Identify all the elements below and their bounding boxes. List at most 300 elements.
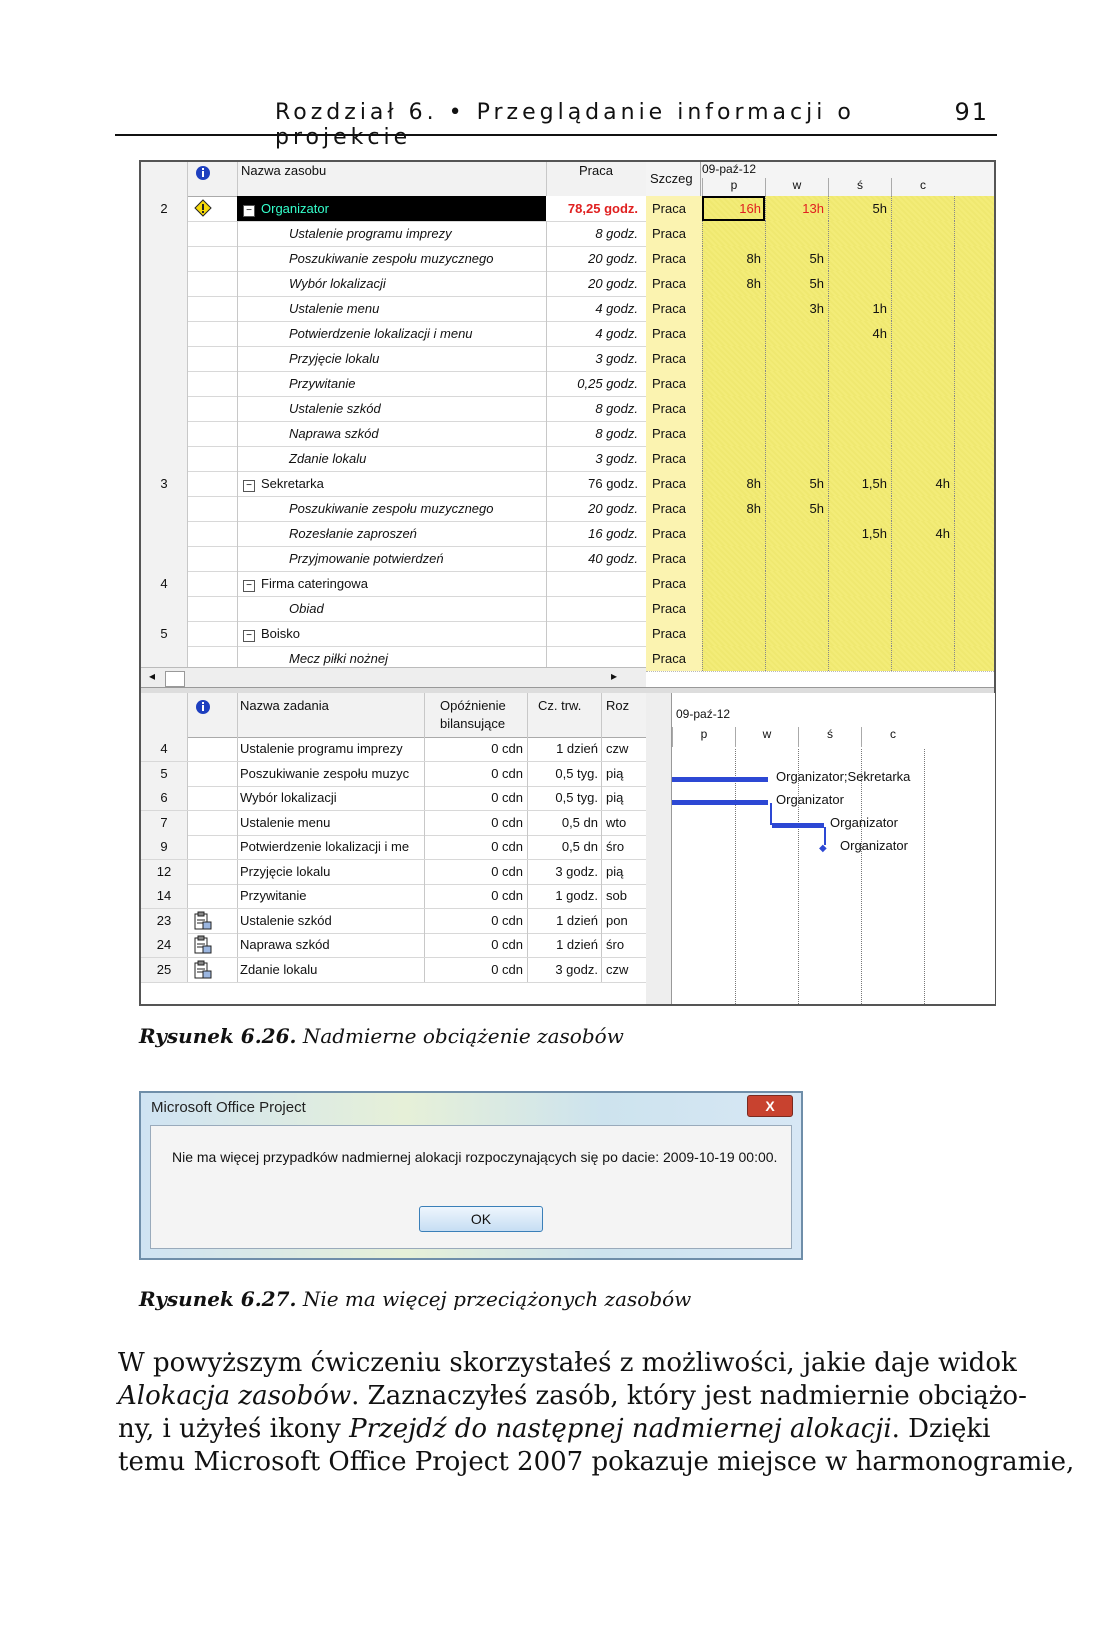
- work-value-cell[interactable]: [954, 571, 994, 596]
- collapse-icon[interactable]: −: [243, 480, 255, 492]
- assignment-row[interactable]: [141, 296, 646, 322]
- gantt-gridline: [861, 749, 862, 1004]
- resource-name: Potwierdzenie lokalizacji i menu: [289, 326, 473, 341]
- work-value-cell[interactable]: [765, 521, 828, 546]
- caption-text: Nie ma więcej przeciążonych zasobów: [302, 1287, 692, 1311]
- work-value-cell[interactable]: [954, 346, 994, 371]
- assignment-row[interactable]: [141, 396, 646, 422]
- work-value-cell[interactable]: [891, 571, 954, 596]
- task-name[interactable]: Przyjęcie lokalu: [237, 860, 425, 884]
- work-value-cell[interactable]: 4h: [828, 321, 891, 346]
- task-indicator: [187, 786, 238, 810]
- day-header: p: [702, 178, 765, 196]
- row-id: [141, 221, 188, 246]
- work-value-cell[interactable]: [828, 621, 891, 646]
- work-grid-row: [646, 196, 994, 222]
- detail-label: Praca: [646, 621, 702, 646]
- task-row[interactable]: [141, 860, 646, 885]
- work-value-cell[interactable]: 13h: [765, 196, 828, 221]
- work-cell: [546, 571, 646, 596]
- work-cell: 3 godz.: [595, 351, 638, 366]
- work-value-cell[interactable]: [702, 321, 765, 346]
- indicator-cell: [187, 546, 238, 571]
- scroll-right-icon[interactable]: ▸: [611, 669, 618, 683]
- resource-row[interactable]: [141, 471, 646, 497]
- duration-header[interactable]: Cz. trw.: [528, 693, 602, 737]
- resource-name-cell[interactable]: [237, 521, 547, 546]
- detail-label: Praca: [646, 346, 702, 371]
- work-value-cell[interactable]: [828, 446, 891, 471]
- assignment-row[interactable]: [141, 521, 646, 547]
- assignment-row[interactable]: [141, 371, 646, 397]
- work-value-cell[interactable]: 5h: [765, 471, 828, 496]
- resource-usage-pane: [141, 162, 994, 700]
- work-value-cell[interactable]: [828, 221, 891, 246]
- work-value-cell[interactable]: [765, 321, 828, 346]
- work-value-cell[interactable]: [954, 396, 994, 421]
- work-grid-row: [646, 646, 994, 672]
- work-value-cell[interactable]: [765, 446, 828, 471]
- resource-row[interactable]: [141, 196, 646, 222]
- task-row[interactable]: [141, 884, 646, 909]
- work-value-cell[interactable]: [954, 246, 994, 271]
- work-grid-row: [646, 521, 994, 547]
- scroll-left-icon[interactable]: ◂: [149, 669, 156, 683]
- start-day: wto: [606, 814, 627, 830]
- task-name[interactable]: Ustalenie szkód: [237, 909, 425, 933]
- task-row[interactable]: [141, 933, 646, 958]
- gantt-resource-label: Organizator: [776, 792, 844, 807]
- resource-name-cell[interactable]: [237, 371, 547, 396]
- indicator-cell: [187, 596, 238, 621]
- detail-label: Praca: [646, 446, 702, 471]
- detail-label: Praca: [646, 496, 702, 521]
- scroll-thumb[interactable]: [165, 671, 185, 687]
- work-value-cell[interactable]: [765, 421, 828, 446]
- resource-name-cell[interactable]: [237, 496, 547, 521]
- work-cell: [546, 621, 646, 646]
- resource-name-cell[interactable]: [237, 271, 547, 296]
- work-value-cell[interactable]: 5h: [765, 246, 828, 271]
- detail-label: Praca: [646, 321, 702, 346]
- resource-name: Przywitanie: [289, 376, 356, 391]
- start-day: śro: [606, 839, 625, 854]
- assignment-row[interactable]: [141, 321, 646, 347]
- work-value-cell[interactable]: [891, 196, 954, 221]
- paragraph-line: temu Microsoft Office Project 2007 pokazuje miejsce w harmonogramie,: [118, 1447, 1075, 1477]
- work-value-cell[interactable]: [891, 246, 954, 271]
- gantt-day-header: p: [672, 727, 735, 747]
- assignment-row[interactable]: [141, 596, 646, 622]
- detail-label: Praca: [646, 396, 702, 421]
- resource-name: Ustalenie programu imprezy: [289, 226, 452, 241]
- work-cell: 20 godz.: [588, 501, 638, 516]
- collapse-icon[interactable]: −: [243, 580, 255, 592]
- row-id: 2: [141, 196, 188, 221]
- details-header: Szczeg: [646, 162, 701, 196]
- resource-name-cell[interactable]: [237, 196, 547, 221]
- work-value-cell[interactable]: [891, 421, 954, 446]
- resource-name-cell[interactable]: [237, 221, 547, 246]
- gantt-bar[interactable]: [672, 777, 768, 782]
- work-value-cell[interactable]: [954, 296, 994, 321]
- work-value-cell[interactable]: [954, 646, 994, 671]
- indicator-cell: [187, 196, 238, 221]
- work-grid-row: [646, 396, 994, 422]
- work-value-cell[interactable]: [828, 396, 891, 421]
- work-value-cell[interactable]: [765, 621, 828, 646]
- work-value-cell[interactable]: [891, 371, 954, 396]
- work-value-cell[interactable]: 4h: [891, 521, 954, 546]
- info-header: [187, 162, 238, 196]
- resource-name-cell[interactable]: [237, 446, 547, 471]
- work-value-cell[interactable]: [891, 271, 954, 296]
- resource-name: Mecz piłki nożnej: [289, 651, 388, 666]
- duration: 1 dzień: [528, 909, 602, 933]
- work-grid-row: [646, 346, 994, 372]
- work-value-cell[interactable]: 1h: [828, 296, 891, 321]
- duration: 0,5 tyg.: [528, 762, 602, 786]
- work-grid-row: [646, 621, 994, 647]
- work-value-cell[interactable]: [702, 371, 765, 396]
- collapse-icon[interactable]: −: [243, 630, 255, 642]
- body-paragraph: [118, 1347, 1075, 1479]
- work-value-cell[interactable]: [765, 571, 828, 596]
- resource-name: Firma cateringowa: [261, 576, 368, 591]
- work-value-cell[interactable]: [954, 596, 994, 621]
- row-id: 3: [141, 471, 188, 496]
- work-cell: [546, 596, 646, 621]
- gantt-gridline: [924, 749, 925, 1004]
- resource-name: Przyjmowanie potwierdzeń: [289, 551, 444, 566]
- work-value-cell[interactable]: 8h: [702, 246, 765, 271]
- task-row[interactable]: [141, 786, 646, 811]
- work-value-cell[interactable]: [702, 596, 765, 621]
- work-cell: 8 godz.: [595, 426, 638, 441]
- task-name[interactable]: Zdanie lokalu: [237, 958, 425, 982]
- resource-name-cell[interactable]: [237, 296, 547, 321]
- split-bar[interactable]: [646, 693, 671, 1004]
- page-number: 91: [954, 98, 989, 126]
- gantt-week-label: 09-paź-12: [676, 707, 731, 721]
- work-value-cell[interactable]: [891, 646, 954, 671]
- work-grid-row: [646, 571, 994, 597]
- task-row[interactable]: [141, 762, 646, 787]
- work-value-cell[interactable]: [954, 446, 994, 471]
- work-value-cell[interactable]: [954, 321, 994, 346]
- work-value-cell[interactable]: [828, 596, 891, 621]
- work-cell: 0,25 godz.: [577, 376, 638, 391]
- work-value-cell[interactable]: [954, 196, 994, 221]
- task-info-header: [187, 693, 238, 737]
- detail-label: Praca: [646, 421, 702, 446]
- task-id-header: [141, 693, 188, 737]
- gantt-resource-label: Organizator: [840, 838, 908, 853]
- work-value-cell[interactable]: [702, 546, 765, 571]
- day-header: c: [891, 178, 954, 196]
- detail-label: Praca: [646, 471, 702, 496]
- work-value-cell[interactable]: [765, 396, 828, 421]
- task-name[interactable]: Ustalenie programu imprezy: [237, 737, 425, 761]
- indicator-cell: [187, 371, 238, 396]
- work-value-cell[interactable]: [954, 221, 994, 246]
- dialog-body: [150, 1125, 792, 1249]
- work-value-cell[interactable]: [702, 421, 765, 446]
- task-table-header: [141, 693, 646, 738]
- work-value-cell[interactable]: [702, 571, 765, 596]
- work-value-cell[interactable]: [828, 346, 891, 371]
- detail-label: Praca: [646, 646, 702, 671]
- work-value-cell[interactable]: [702, 346, 765, 371]
- resource-name-cell[interactable]: [237, 246, 547, 271]
- work-value-cell[interactable]: [765, 546, 828, 571]
- work-cell: 4 godz.: [595, 301, 638, 316]
- work-value-cell[interactable]: [702, 221, 765, 246]
- work-value-cell[interactable]: 8h: [702, 496, 765, 521]
- start-day: śro: [606, 937, 625, 952]
- task-row[interactable]: [141, 909, 646, 934]
- horizontal-scrollbar[interactable]: [141, 667, 646, 688]
- task-name[interactable]: Ustalenie menu: [237, 811, 425, 835]
- detail-label: Praca: [646, 521, 702, 546]
- work-value-cell[interactable]: [954, 496, 994, 521]
- assignment-row[interactable]: [141, 421, 646, 447]
- work-value-cell[interactable]: [765, 646, 828, 671]
- task-pane: [141, 693, 994, 1004]
- resource-name-cell[interactable]: [237, 571, 547, 596]
- work-value-cell[interactable]: 5h: [765, 271, 828, 296]
- work-value-cell[interactable]: [891, 346, 954, 371]
- resource-name: Przyjęcie lokalu: [289, 351, 380, 366]
- clipboard-icon: [193, 911, 213, 931]
- collapse-icon[interactable]: −: [243, 205, 255, 217]
- gantt-bar[interactable]: [672, 800, 768, 805]
- work-value-cell[interactable]: [765, 371, 828, 396]
- chapter-title: Rozdział 6. • Przeglądanie informacji o projekcie: [275, 100, 855, 150]
- detail-label: Praca: [646, 546, 702, 571]
- work-grid-row: [646, 471, 994, 497]
- work-value-cell[interactable]: [828, 646, 891, 671]
- leveling-delay: 0 cdn: [424, 762, 528, 786]
- task-name-header[interactable]: Nazwa zadania: [237, 693, 425, 741]
- indicator-cell: [187, 321, 238, 346]
- row-id: [141, 521, 188, 546]
- work-value-cell[interactable]: [828, 371, 891, 396]
- task-name[interactable]: Przywitanie: [237, 884, 425, 908]
- resource-name-header[interactable]: Nazwa zasobu: [237, 162, 547, 196]
- assignment-row[interactable]: [141, 246, 646, 272]
- work-value-cell[interactable]: 3h: [765, 296, 828, 321]
- resource-name: Rozesłanie zaproszeń: [289, 526, 417, 541]
- work-value-cell[interactable]: 8h: [702, 471, 765, 496]
- duration: 1 dzień: [528, 933, 602, 957]
- work-value-cell[interactable]: [891, 321, 954, 346]
- work-value-cell[interactable]: [702, 621, 765, 646]
- work-value-cell[interactable]: 1,5h: [828, 521, 891, 546]
- leveling-delay: 0 cdn: [424, 909, 528, 933]
- row-id: [141, 596, 188, 621]
- work-value-cell[interactable]: [891, 396, 954, 421]
- task-id: 4: [141, 737, 188, 761]
- resource-name-cell[interactable]: [237, 621, 547, 646]
- work-value-cell[interactable]: [828, 546, 891, 571]
- work-value-cell[interactable]: [891, 296, 954, 321]
- assignment-row[interactable]: [141, 221, 646, 247]
- work-value-cell[interactable]: [954, 471, 994, 496]
- task-name[interactable]: Potwierdzenie lokalizacji i me: [237, 835, 425, 859]
- leveling-delay-header[interactable]: Opóźnienie bilansujące: [424, 693, 528, 737]
- gantt-gridline: [798, 749, 799, 1004]
- work-value-cell[interactable]: [891, 221, 954, 246]
- duration: 0,5 dn: [528, 835, 602, 859]
- work-cell: 20 godz.: [588, 276, 638, 291]
- work-value-cell[interactable]: [828, 246, 891, 271]
- gantt-day-header: c: [861, 727, 924, 747]
- work-value-cell[interactable]: [891, 496, 954, 521]
- leveling-delay: 0 cdn: [424, 958, 528, 982]
- task-indicator: [187, 884, 238, 908]
- work-value-cell[interactable]: [828, 571, 891, 596]
- resource-name-cell[interactable]: [237, 346, 547, 371]
- duration: 0,5 tyg.: [528, 786, 602, 810]
- work-value-cell[interactable]: [891, 446, 954, 471]
- detail-label: Praca: [646, 596, 702, 621]
- work-value-cell[interactable]: [702, 296, 765, 321]
- work-cell: 8 godz.: [595, 401, 638, 416]
- id-header: [141, 162, 188, 196]
- work-value-cell[interactable]: [702, 446, 765, 471]
- figure-caption-2: [139, 1287, 691, 1311]
- paragraph-line: ny, i użyłeś ikony Przejdź do następnej nadmiernej alokacji. Dzięki: [118, 1414, 991, 1444]
- assignment-row[interactable]: [141, 271, 646, 297]
- work-value-cell[interactable]: [702, 521, 765, 546]
- assignment-row[interactable]: [141, 546, 646, 572]
- gantt-bar[interactable]: [772, 823, 824, 828]
- resource-name-cell[interactable]: [237, 421, 547, 446]
- start-header[interactable]: Roz: [606, 698, 630, 713]
- task-indicator: [187, 958, 238, 982]
- resource-name: Wybór lokalizacji: [289, 276, 386, 291]
- work-value-cell[interactable]: 5h: [765, 496, 828, 521]
- work-value-cell[interactable]: 5h: [828, 196, 891, 221]
- resource-row[interactable]: [141, 621, 646, 647]
- work-value-cell[interactable]: [765, 346, 828, 371]
- gantt-chart: [671, 693, 995, 1004]
- start-day: pią: [606, 765, 624, 781]
- work-value-cell[interactable]: [954, 421, 994, 446]
- gantt-header: [672, 703, 995, 749]
- resource-name: Poszukiwanie zespołu muzycznego: [289, 251, 494, 266]
- task-id: 23: [141, 909, 188, 933]
- work-value-cell[interactable]: [828, 421, 891, 446]
- timescale-header: [646, 162, 994, 197]
- task-name[interactable]: Naprawa szkód: [237, 933, 425, 957]
- timescale-grid: [646, 162, 994, 687]
- view-name: Alokacja zasobów: [118, 1381, 352, 1411]
- work-header[interactable]: Praca: [579, 163, 613, 178]
- work-value-cell[interactable]: [828, 271, 891, 296]
- work-value-cell[interactable]: 1,5h: [828, 471, 891, 496]
- row-id: 4: [141, 571, 188, 596]
- work-cell: 78,25 godz.: [546, 196, 646, 221]
- indicator-cell: [187, 571, 238, 596]
- row-id: [141, 546, 188, 571]
- page-header: [115, 96, 997, 150]
- resource-name: Ustalenie szkód: [289, 401, 381, 416]
- milestone-icon: ◆: [819, 843, 827, 854]
- assignment-row[interactable]: [141, 346, 646, 372]
- row-id: 5: [141, 621, 188, 646]
- ok-button[interactable]: OK: [419, 1206, 543, 1232]
- work-value-cell[interactable]: [765, 221, 828, 246]
- task-name[interactable]: Wybór lokalizacji: [237, 786, 425, 810]
- leveling-delay: 0 cdn: [424, 860, 528, 884]
- resource-table-header: [141, 162, 646, 197]
- start-day: pią: [606, 790, 624, 805]
- work-value-cell[interactable]: [954, 271, 994, 296]
- indicator-cell: [187, 446, 238, 471]
- work-grid-row: [646, 496, 994, 522]
- resource-name-cell[interactable]: [237, 596, 547, 621]
- resource-name: Naprawa szkód: [289, 426, 379, 441]
- work-value-cell[interactable]: [954, 621, 994, 646]
- assignment-row[interactable]: [141, 496, 646, 522]
- work-value-cell[interactable]: [702, 646, 765, 671]
- resource-name: Ustalenie menu: [289, 301, 380, 316]
- work-value-cell[interactable]: [954, 521, 994, 546]
- resource-name: Zdanie lokalu: [289, 451, 367, 466]
- work-value-cell[interactable]: [954, 546, 994, 571]
- detail-label: Praca: [646, 296, 702, 321]
- work-value-cell[interactable]: 8h: [702, 271, 765, 296]
- resource-name-cell[interactable]: [237, 396, 547, 421]
- assignment-row[interactable]: [141, 446, 646, 472]
- dialog-title: Microsoft Office Project: [151, 1099, 306, 1116]
- work-grid-row: [646, 271, 994, 297]
- work-value-cell[interactable]: 16h: [702, 196, 765, 221]
- start-day: czw: [606, 741, 629, 756]
- work-grid-row: [646, 321, 994, 347]
- task-row[interactable]: [141, 737, 646, 762]
- task-row[interactable]: [141, 811, 646, 836]
- resource-name-cell[interactable]: [237, 471, 547, 496]
- resource-name-cell[interactable]: [237, 321, 547, 346]
- work-value-cell[interactable]: [891, 546, 954, 571]
- work-value-cell[interactable]: [702, 396, 765, 421]
- work-value-cell[interactable]: [828, 496, 891, 521]
- resource-name-cell[interactable]: [237, 546, 547, 571]
- task-id: 14: [141, 884, 188, 908]
- work-value-cell[interactable]: [954, 371, 994, 396]
- task-id: 7: [141, 811, 188, 835]
- work-cell: 8 godz.: [595, 226, 638, 241]
- task-row[interactable]: [141, 835, 646, 860]
- detail-label: Praca: [646, 571, 702, 596]
- row-id: [141, 321, 188, 346]
- close-icon[interactable]: X: [747, 1095, 793, 1117]
- work-value-cell[interactable]: [891, 596, 954, 621]
- task-row[interactable]: [141, 958, 646, 983]
- start-day: sob: [606, 888, 627, 903]
- resource-row[interactable]: [141, 571, 646, 597]
- task-name[interactable]: Poszukiwanie zespołu muzyc: [237, 762, 425, 786]
- work-value-cell[interactable]: [765, 596, 828, 621]
- work-value-cell[interactable]: [891, 621, 954, 646]
- indicator-cell: [187, 396, 238, 421]
- leveling-delay: 0 cdn: [424, 737, 528, 761]
- work-value-cell[interactable]: 4h: [891, 471, 954, 496]
- indicator-cell: [187, 621, 238, 646]
